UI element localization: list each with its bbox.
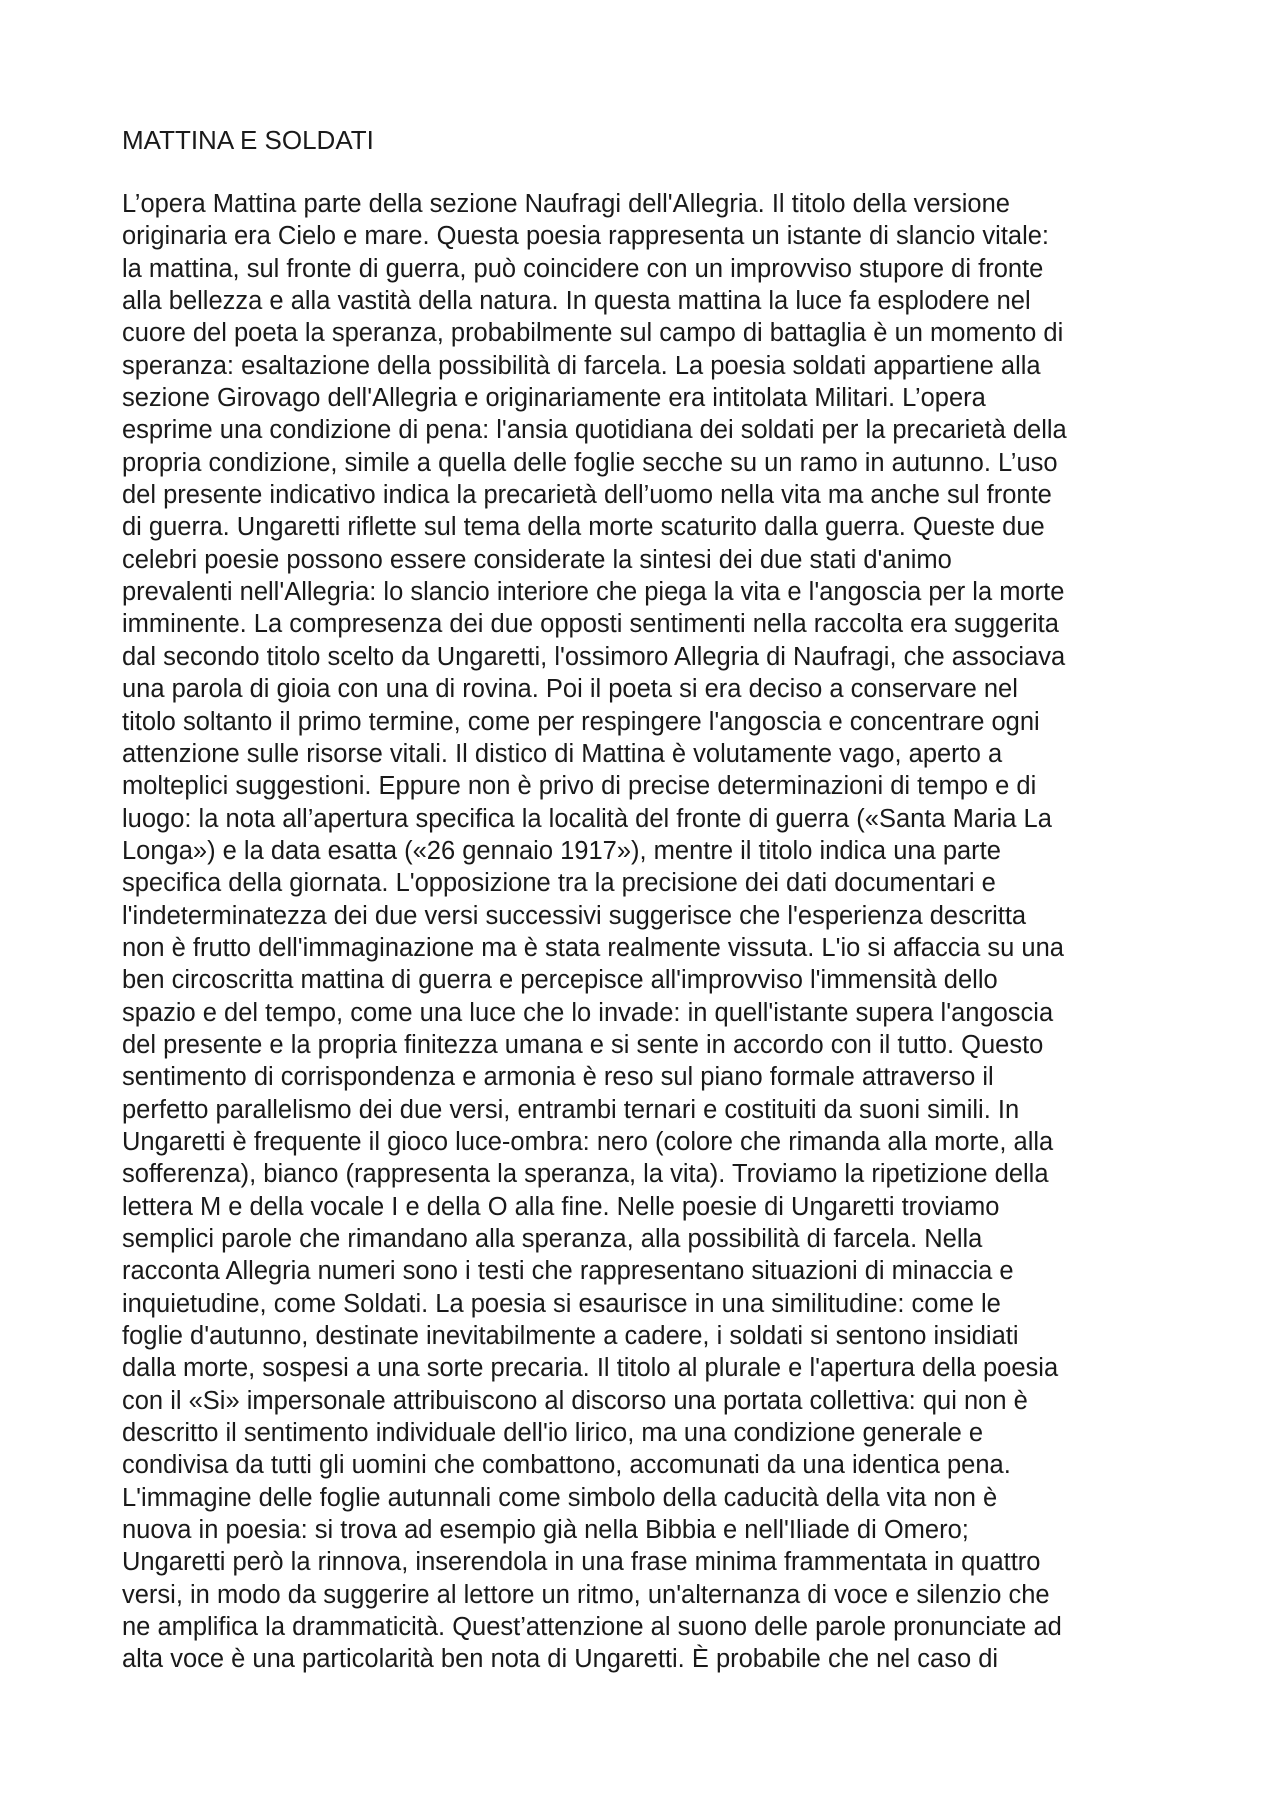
text-line: nuova in poesia: si trova ad esempio già nella Bibbia e nell'Iliade di Omero; <box>122 1516 969 1545</box>
text-line: del presente e la propria finitezza umana e si sente in accordo con il tutto. Questo <box>122 1030 1044 1059</box>
text-line: sentimento di corrispondenza e armonia è reso sul piano formale attraverso il <box>122 1063 994 1092</box>
document-title: MATTINA E SOLDATI <box>122 125 374 155</box>
text-line: molteplici suggestioni. Eppure non è privo di precise determinazioni di tempo e di <box>122 772 1037 801</box>
text-line: luogo: la nota all’apertura specifica la località del fronte di guerra («Santa Maria La <box>122 804 1052 833</box>
text-line: dalla morte, sospesi a una sorte precaria. Il titolo al plurale e l'apertura della poesia <box>122 1354 1059 1383</box>
text-line: Ungaretti è frequente il gioco luce-ombra: nero (colore che rimanda alla morte, alla <box>122 1127 1054 1156</box>
text-line: la mattina, sul fronte di guerra, può coincidere con un improvviso stupore di fronte <box>122 254 1044 283</box>
text-line: versi, in modo da suggerire al lettore un ritmo, un'alternanza di voce e silenzio che <box>122 1580 1050 1609</box>
text-line: attenzione sulle risorse vitali. Il distico di Mattina è volutamente vago, aperto a <box>122 739 1003 768</box>
text-line: dal secondo titolo scelto da Ungaretti, l'ossimoro Allegria di Naufragi, che associava <box>122 642 1066 671</box>
text-line: descritto il sentimento individuale dell'io lirico, ma una condizione generale e <box>122 1419 984 1448</box>
text-line: semplici parole che rimandano alla speranza, alla possibilità di farcela. Nella <box>122 1225 983 1253</box>
text-line: titolo soltanto il primo termine, come per respingere l'angoscia e concentrare ogni <box>122 707 1040 736</box>
text-line: Longa») e la data esatta («26 gennaio 1917»), mentre il titolo indica una parte <box>122 836 1001 865</box>
text-line: non è frutto dell'immaginazione ma è stata realmente vissuta. L'io si affaccia su una <box>122 933 1064 962</box>
text-line: perfetto parallelismo dei due versi, entrambi ternari e costituiti da suoni simili. In <box>122 1095 1020 1124</box>
text-line: prevalenti nell'Allegria: lo slancio interiore che piega la vita e l'angoscia per la morte <box>122 578 1065 607</box>
text-line: L'immagine delle foglie autunnali come simbolo della caducità della vita non è <box>122 1483 998 1512</box>
text-line: L’opera Mattina parte della sezione Naufragi dell'Allegria. Il titolo della versione <box>122 190 1010 218</box>
text-line: una parola di gioia con una di rovina. Poi il poeta si era deciso a conservare nel <box>122 675 1018 704</box>
text-line: esprime una condizione di pena: l'ansia quotidiana dei soldati per la precarietà della <box>122 416 1067 445</box>
text-line: Ungaretti però la rinnova, inserendola in una frase minima frammentata in quattro <box>122 1548 1041 1577</box>
text-line: ben circoscritta mattina di guerra e percepisce all'improvviso l'immensità dello <box>122 966 998 995</box>
text-line: del presente indicativo indica la precarietà dell’uomo nella vita ma anche sul fronte <box>122 481 1052 510</box>
text-line: celebri poesie possono essere considerate la sintesi dei due stati d'animo <box>122 545 952 574</box>
text-line: specifica della giornata. L'opposizione tra la precisione dei dati documentari e <box>122 869 996 898</box>
text-line: foglie d'autunno, destinate inevitabilmente a cadere, i soldati si sentono insidiati <box>122 1322 1019 1351</box>
text-line: con il «Si» impersonale attribuiscono al discorso una portata collettiva: qui non è <box>122 1386 1028 1415</box>
document-body <box>122 188 1182 1676</box>
text-line: racconta Allegria numeri sono i testi che rappresentano situazioni di minaccia e <box>122 1257 1014 1286</box>
text-line: propria condizione, simile a quella delle foglie secche su un ramo in autunno. L’uso <box>122 448 1058 477</box>
text-line: sezione Girovago dell'Allegria e originariamente era intitolata Militari. L’opera <box>122 384 986 413</box>
text-line: ne amplifica la drammaticità. Quest’attenzione al suono delle parole pronunciate ad <box>122 1613 1062 1642</box>
text-line: originaria era Cielo e mare. Questa poesia rappresenta un istante di slancio vitale: <box>122 222 1050 251</box>
text-line: sofferenza), bianco (rappresenta la speranza, la vita). Troviamo la ripetizione della <box>122 1160 1049 1189</box>
text-line: spazio e del tempo, come una luce che lo invade: in quell'istante supera l'angoscia <box>122 998 1054 1027</box>
text-line: alta voce è una particolarità ben nota di Ungaretti. È probabile che nel caso di <box>122 1645 999 1674</box>
text-line: di guerra. Ungaretti riflette sul tema della morte scaturito dalla guerra. Queste due <box>122 513 1045 542</box>
text-line: cuore del poeta la speranza, probabilmente sul campo di battaglia è un momento di <box>122 319 1064 348</box>
text-line: l'indeterminatezza dei due versi successivi suggerisce che l'esperienza descritta <box>122 901 1027 930</box>
text-line: lettera M e della vocale I e della O alla fine. Nelle poesie di Ungaretti troviamo <box>122 1192 1000 1221</box>
text-line: condivisa da tutti gli uomini che combattono, accomunati da una identica pena. <box>122 1451 1011 1480</box>
text-line: imminente. La compresenza dei due opposti sentimenti nella raccolta era suggerita <box>122 610 1059 639</box>
text-line: alla bellezza e alla vastità della natura. In questa mattina la luce fa esplodere nel <box>122 287 1031 316</box>
text-line: speranza: esaltazione della possibilità di farcela. La poesia soldati appartiene alla <box>122 351 1041 380</box>
text-line: inquietudine, come Soldati. La poesia si esaurisce in una similitudine: come le <box>122 1289 1001 1318</box>
